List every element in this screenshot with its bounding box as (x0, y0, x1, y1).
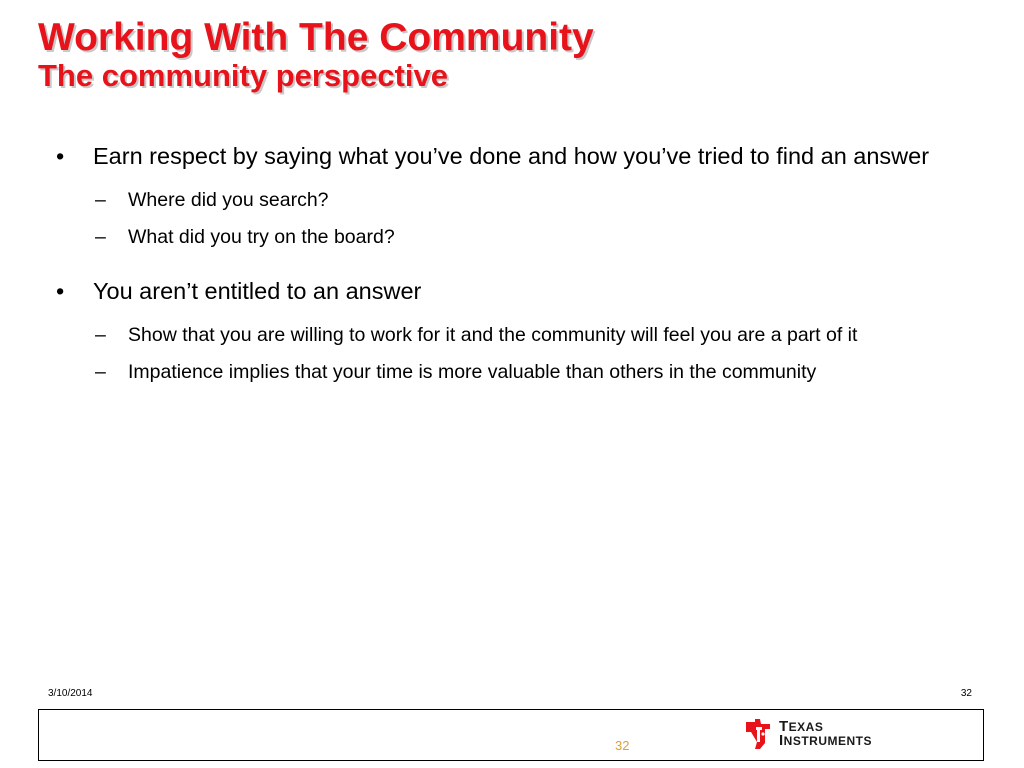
bullet-marker: • (56, 278, 65, 304)
sub-bullet-text: Where did you search? (128, 189, 329, 211)
footer-page-number: 32 (960, 688, 972, 699)
bullet-list (56, 140, 976, 388)
logo-word: NSTRUMENTS (783, 734, 873, 748)
footer-date: 3/10/2014 (48, 688, 93, 699)
footer-slide-number: 32 (615, 738, 630, 753)
sub-bullet-text: Show that you are willing to work for it and the community will feel you are a part of it (128, 324, 858, 346)
sub-bullet-marker: – (95, 361, 106, 383)
bullet-text: You aren’t entitled to an answer (93, 278, 422, 304)
bullet-marker: • (56, 143, 65, 169)
sub-bullet-marker: – (95, 189, 106, 211)
sub-bullet-marker: – (95, 226, 106, 248)
bullet-item (56, 140, 976, 173)
logo-letter: T (779, 718, 789, 735)
logo-word: EXAS (788, 720, 824, 734)
footer-bar (38, 709, 984, 761)
texas-instruments-logo-icon (743, 718, 773, 750)
sub-bullet-marker: – (95, 324, 106, 346)
sub-bullet-item (93, 185, 976, 216)
texas-instruments-wordmark (779, 720, 872, 748)
texas-instruments-logo (743, 718, 872, 750)
slide-title: Working With The Community (38, 16, 594, 59)
slide-subtitle: The community perspective (38, 58, 449, 93)
sub-bullet-item (93, 320, 976, 351)
logo-letter: I (779, 732, 784, 749)
bullet-text: Earn respect by saying what you’ve done and how you’ve tried to find an answer (93, 143, 930, 169)
bullet-item (56, 275, 976, 308)
sub-bullet-item (93, 357, 976, 388)
sub-bullet-text: What did you try on the board? (128, 226, 395, 248)
title-block (38, 18, 998, 91)
sub-bullet-text: Impatience implies that your time is more valuable than others in the community (128, 361, 817, 383)
sub-bullet-item (93, 222, 976, 253)
